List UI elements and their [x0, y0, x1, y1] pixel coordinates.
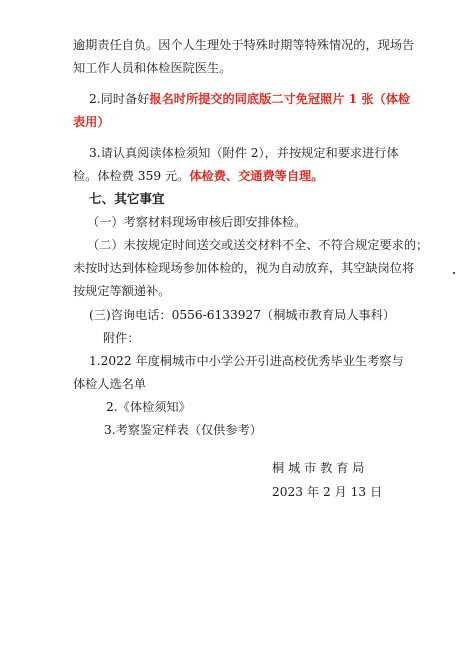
attachment1-line2: 体检人选名单 [73, 377, 147, 391]
item3-line2 [73, 168, 323, 184]
item2-prefix: 2.同时备好 [89, 92, 150, 106]
item2-line2: 表用） [73, 115, 110, 129]
attachment2: 2.《体检须知》 [106, 400, 191, 414]
section7-item2-line3: 按规定等额递补。 [73, 284, 171, 298]
item2-photo-requirement: 报名时所提交的同底版二寸免冠照片 1 张（体检 [149, 92, 411, 106]
para1-line1: 逾期责任自负。因个人生理处于特殊时期等特殊情况的，现场告 [73, 38, 415, 52]
item3-line1: 3.请认真阅读体检须知（附件 2），并按规定和要求进行体 [89, 146, 399, 160]
section7-item1: （一）考察材料现场审核后即安排体检。 [87, 215, 307, 229]
scan-speck [453, 272, 455, 274]
signature-org: 桐 城 市 教 育 局 [272, 461, 365, 475]
section7-item2-line1: （二）未按规定时间送交或送交材料不全、不符合规定要求的； [87, 238, 429, 252]
attachment1-line1: 1.2022 年度桐城市中小学公开引进高校优秀毕业生考察与 [89, 354, 404, 368]
section7-item3-contact: (三)咨询电话：0556-6133927（桐城市教育局人事科） [89, 308, 396, 322]
signature-date: 2023 年 2 月 13 日 [272, 485, 383, 499]
section7-title: 七、其它事宜 [89, 191, 165, 206]
attachments-label: 附件： [103, 331, 140, 345]
item3-fee: 检。体检费 359 元。 [73, 169, 190, 183]
item3-self-pay-notice: 体检费、交通费等自理。 [189, 169, 324, 183]
para1-line2: 知工作人员和体检医院医生。 [73, 61, 232, 75]
section7-item2-line2: 未按时达到体检现场参加体检的，视为自动放弃，其空缺岗位将 [73, 261, 415, 275]
attachment3: 3.考察鉴定样表（仅供参考） [104, 423, 262, 437]
item2-line1 [89, 91, 410, 107]
